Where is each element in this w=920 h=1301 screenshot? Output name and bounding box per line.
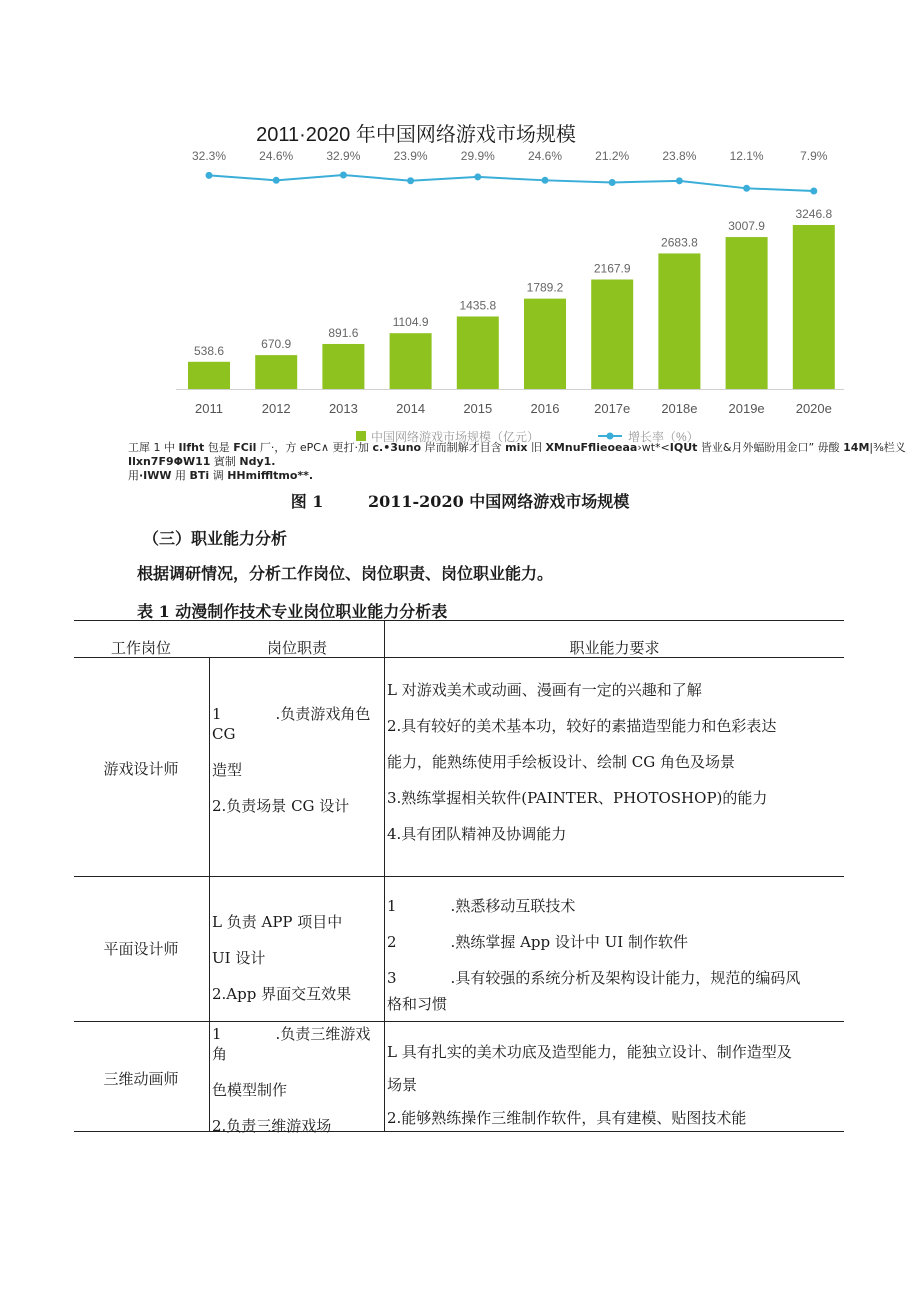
x-tick-label: 2012 [261,401,291,416]
row-duty-graphic-designer [212,904,382,1012]
duty-line: CG [212,725,236,743]
legend-bar-swatch [356,431,366,441]
source-note-fragment: 包是 [204,441,234,454]
requirement-line: L 对游戏美术或动画、漫画有一定的兴趣和了解 [387,681,702,699]
chart-title: 2011·2020 年中国网络游戏市场规模 [256,124,576,146]
requirement-line-number: 3 [387,969,397,987]
requirement-line: L 具有扎实的美术功底及造型能力，能独立设计、制作造型及 [387,1043,792,1061]
source-note-fragment: 厂·，方 ePC∧ 更打·加 [256,441,373,454]
duty-line: 2.负责三维游戏场 [212,1117,332,1135]
source-note-fragment: Ilxn7F9ΦW11 [128,455,211,468]
duty-line-text: .负责三维游戏 [275,1025,371,1043]
table-rule [74,620,844,621]
legend-line-label: 增长率（%） [628,430,699,444]
requirement-line: 2.具有较好的美术基本功，较好的素描造型能力和色彩表达 [387,717,777,735]
bar-value-label: 538.6 [193,343,225,358]
growth-rate-label: 12.1% [729,149,764,163]
duty-line: 造型 [212,761,243,779]
duty-line: 2.App 界面交互效果 [212,985,352,1003]
growth-rate-label: 23.9% [393,149,428,163]
market-size-chart [168,112,858,462]
requirement-line [387,960,845,996]
source-note-fragment: XMnuFflieoeaa [545,441,638,454]
row-requirements-game-designer [387,672,845,852]
duty-line [212,704,382,724]
requirement-line: 场景 [387,1076,418,1094]
duty-line-number: 1 [212,705,222,723]
x-tick-label: 2019e [728,401,765,416]
source-note-fragment: Ilfht [178,441,205,454]
source-note-fragment: 賓制 [210,455,240,468]
growth-rate-label: 32.9% [326,149,361,163]
section-heading: （三）职业能力分析 [143,529,288,548]
requirement-line [387,888,845,924]
requirement-line: 2.能够熟练操作三维制作软件，具有建模、贴图技术能 [387,1109,747,1127]
requirement-line-text: .具有较强的系统分析及架构设计能力，规范的编码风 [450,969,801,987]
table-title: 表 1 动漫制作技术专业岗位职业能力分析表 [137,602,448,621]
intro-paragraph: 根据调研情况，分析工作岗位、岗位职责、岗位职业能力。 [137,564,554,583]
growth-rate-point [743,185,750,192]
duty-line-number: 1 [212,1025,222,1043]
row-duty-game-designer [212,704,382,816]
bar [793,225,835,389]
source-note-fragment: Ndy1. [239,455,276,468]
duty-line [212,1024,382,1044]
row-position-3d-animator: 三维动画师 [103,1070,179,1088]
source-note-fragment: 14M [843,441,870,454]
growth-rate-point [810,188,817,195]
requirement-line: 格和习惯 [387,995,448,1013]
bar [726,237,768,389]
growth-rate-point [474,173,481,180]
legend-line-marker [607,433,614,440]
growth-rate-point [273,177,280,184]
source-note-fragment: 岸而制解才目含 [421,441,506,454]
bar-value-label: 1104.9 [392,315,429,330]
source-note-fragment: mix [505,441,528,454]
table-rule [74,876,844,877]
x-tick-label: 2016 [530,401,560,416]
source-note-fragment: 旧 [527,441,546,454]
duty-line: 色模型制作 [212,1081,288,1099]
source-note-line-3 [128,469,828,483]
requirement-line-text: .熟悉移动互联技术 [450,897,576,915]
bar [255,355,297,389]
duty-line-text: .负责游戏角色 [275,705,371,723]
source-note-fragment: 用 [128,469,139,482]
growth-rate-point [407,177,414,184]
row-position-graphic-designer: 平面设计师 [103,940,179,958]
source-note-fragment: FCil [233,441,257,454]
table-column-divider [209,657,210,1131]
duty-line: 2.负责场景 CG 设计 [212,797,350,815]
x-tick-label: 2020e [795,401,832,416]
row-requirements-3d-animator [387,1036,845,1135]
row-duty-3d-animator [212,1024,382,1135]
x-tick-label: 2014 [396,401,426,416]
requirement-line: 3.熟练掌握相关软件(PAINTER、PHOTOSHOP)的能力 [387,789,768,807]
bar [658,253,700,389]
requirement-line-text: .熟练掌握 App 设计中 UI 制作软件 [450,933,688,951]
x-tick-label: 2013 [328,401,358,416]
growth-rate-label: 32.3% [191,149,227,163]
growth-rate-point [340,172,347,179]
requirement-line-number: 1 [387,897,397,915]
growth-rate-point [206,172,213,179]
source-note-fragment: IQUt [669,441,698,454]
bar-value-label: 2167.9 [593,261,631,276]
row-position-game-designer: 游戏设计师 [103,760,179,778]
bar-value-label: 670.9 [261,337,292,352]
requirement-line [387,924,845,960]
x-tick-label: 2017e [594,401,631,416]
bar-value-label: 1435.8 [459,298,497,313]
bar [591,279,633,389]
growth-rate-point [676,177,683,184]
source-note-fragment: 工犀 1 中 [128,441,179,454]
legend-bar-label: 中国网络游戏市场规模（亿元） [371,430,540,444]
bar [188,362,230,389]
duty-line: 角 [212,1045,228,1063]
figure-caption [0,489,920,512]
header-duty: 岗位职责 [266,639,327,657]
source-note-fragment: HHmiffltmo**. [227,469,314,482]
bar [524,299,566,389]
header-position: 工作岗位 [110,639,171,657]
growth-rate-point [609,179,616,186]
figure-caption-label: 图 1 [290,492,324,511]
source-note-line-2 [128,455,828,469]
growth-rate-point [542,177,549,184]
header-requirements: 职业能力要求 [569,639,660,657]
duty-line: UI 设计 [212,949,266,967]
source-note-fragment: BTi [189,469,210,482]
requirement-line-number: 2 [387,933,397,951]
chart-canvas [168,112,858,462]
growth-rate-label: 23.8% [662,149,697,163]
x-tick-label: 2018e [661,401,698,416]
duty-line: L 负责 APP 项目中 [212,913,343,931]
source-note-fragment: 皆业&月外蝠盼用金口” 毋酸 [697,441,844,454]
source-note-line-1 [128,441,906,455]
x-tick-label: 2011 [195,401,223,416]
growth-rate-label: 24.6% [527,149,563,163]
growth-rate-label: 7.9% [800,149,828,163]
bar-value-label: 3246.8 [795,207,833,221]
source-note-fragment: |⅜栏义 [869,441,906,454]
growth-rate-line [209,175,814,191]
requirement-line: 4.具有团队精神及协调能力 [387,825,567,843]
source-note-fragment: 用 [171,469,190,482]
source-note-fragment: ›wt*< [637,441,670,454]
source-note-fragment: ·IWW [139,469,172,482]
growth-rate-label: 29.9% [460,149,495,163]
row-requirements-graphic-designer [387,888,845,1022]
table-column-divider [384,621,385,1131]
x-tick-label: 2015 [463,401,493,416]
source-note-fragment: c.•3uno [372,441,422,454]
growth-rate-label: 21.2% [595,149,630,163]
bar-value-label: 2683.8 [661,235,698,250]
bar-value-label: 1789.2 [526,280,564,295]
bar [322,344,364,389]
requirement-line: 能力，能熟练使用手绘板设计、绘制 CG 角色及场景 [387,753,735,771]
bar [457,316,499,389]
figure-caption-text: 2011-2020 中国网络游戏市场规模 [368,492,630,511]
source-note-fragment: 调 [209,469,228,482]
bar-value-label: 3007.9 [728,219,765,234]
bar [390,333,432,389]
bar-value-label: 891.6 [328,325,359,340]
growth-rate-label: 24.6% [259,149,294,163]
